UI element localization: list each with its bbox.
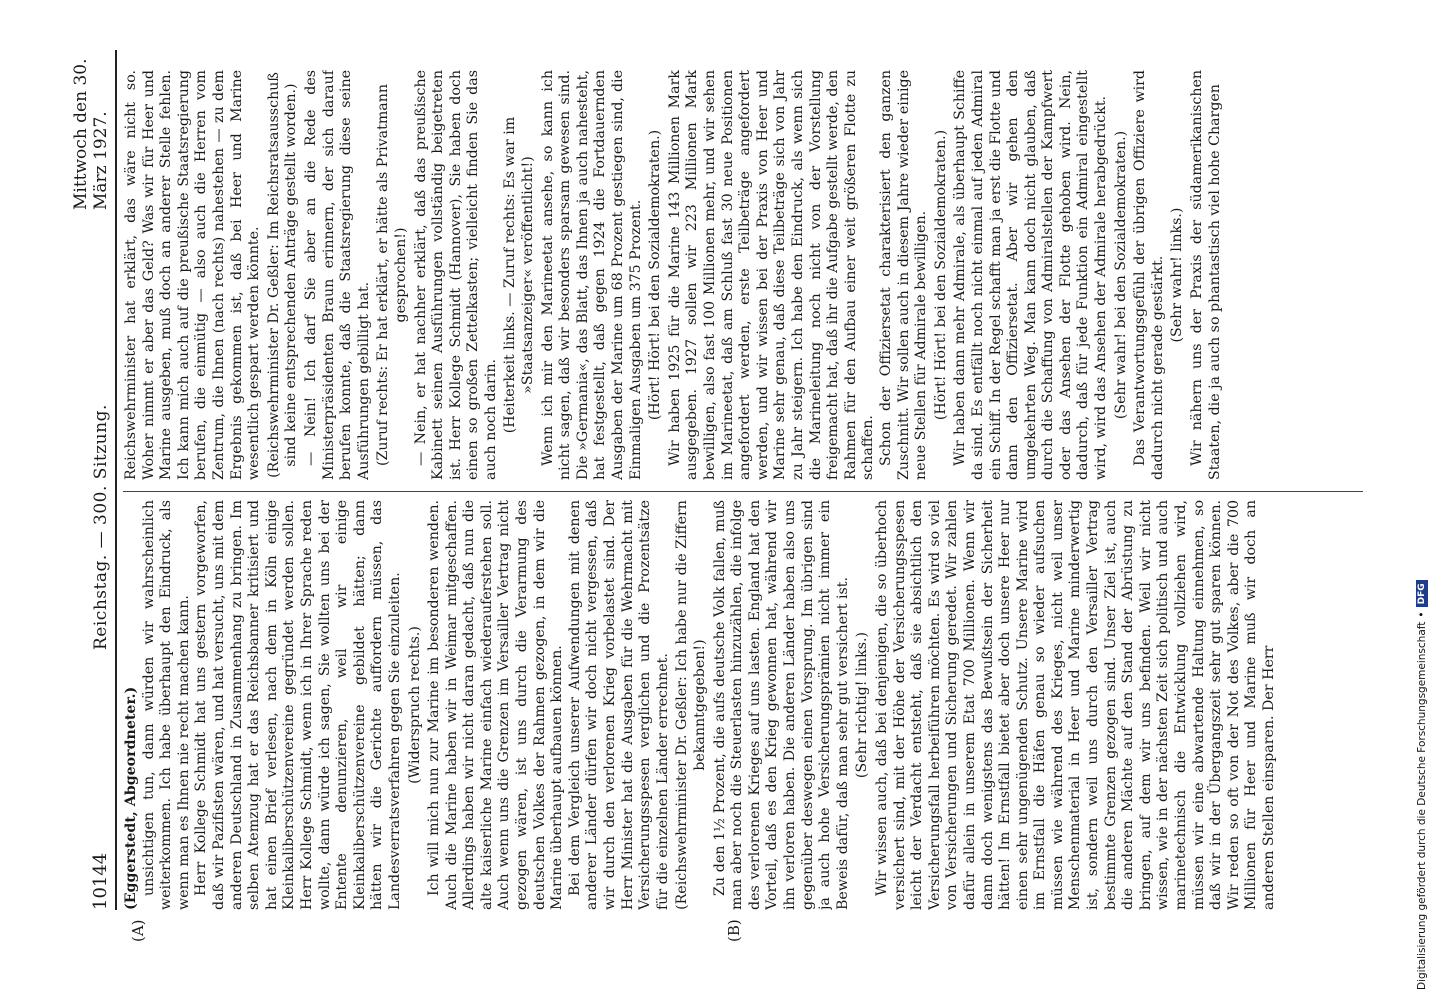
margin-mark-a: (A) — [129, 919, 147, 942]
paragraph: Zu den 1½ Prozent, die aufs deutsche Volk fallen, muß man aber noch die Steuerlasten hinzuzählen, die infolge des verlorenen Krieges auf uns lasten. England hat den Vorteil, daß es den Krieg gewonnen hat, während wir ihn verloren haben. Die anderen Länder haben also uns gegenüber deswegen einen Vorsprung. Im übrigen sind ja auch hohe Versicherungsprämien nicht immer ein Beweis dafür, daß man sehr gut versichert ist. — [711, 500, 851, 910]
paragraph: Herr Kollege Schmidt hat uns gestern vorgeworfen, daß wir Pazifisten wären, und hat versucht, uns mit dem anderen Deutschland in Zusammenhang zu bringen. Im selben Atemzug hat er das Reichsbanner kritisiert und hat einen Brief verlesen, nach dem in Köln einige Kleinkaliberschützenvereine gegründet werden sollen. Herr Kollege Schmidt, wenn ich in Ihrer Sprache reden wollte, dann würde ich sagen, Sie wollten uns bei der Entente denunzieren, weil wir einige Kleinkaliberschützenvereine gebildet hätten; dann hätten wir die Gerichte auffordern müssen, das Landesverratsverfahren gegen Sie einzuleiten. — [193, 500, 403, 910]
rotated-sheet — [71, 40, 1405, 950]
interjection: (Reichswehrminister Dr. Geßler: Im Reichsratsausschuß sind keine entsprechenden Anträge gestellt worden.) — [265, 72, 300, 478]
interjection: (Zuruf rechts: Er hat erklärt, er hätte als Privatmann gesprochen!) — [375, 83, 409, 467]
digitization-credit: Digitalisierung gefördert durch die Deutsche Forschungsgemeinschaft • DFG — [1413, 10, 1431, 990]
interjection: (Heiterkeit links. — Zuruf rechts: Es war im »Staatsanzeiger« veröffentlicht!) — [502, 116, 537, 434]
paragraph: Bei dem Vergleich unserer Aufwendungen mit denen anderer Länder dürfen wir doch nicht vergessen, daß wir durch den verlorenen Krieg vorbelastet sind. Der Herr Minister hat die Ausgaben für die Wehrmacht mit Versicherungsspesen verglichen und die Prozentsätze für die einzelnen Länder errechnet. — [566, 500, 671, 910]
paragraph: Wir nähern uns der Praxis der südamerikanischen Staaten, die ja auch so phantastisch viel hohe Chargen — [1189, 70, 1223, 480]
paragraph: Schon der Offiziersetat charakterisiert den ganzen Zuschnitt. Wir sollen auch in diesem Jahre wieder einige neue Stellen für Admirale bewilligen. — [877, 70, 930, 480]
margin-mark-b: (B) — [725, 919, 743, 942]
dfg-logo: DFG — [1416, 580, 1428, 607]
column-divider — [123, 491, 1363, 492]
paragraph: Ich will mich nun zur Marine im besonderen wenden. Auch die Marine haben wir in Weimar mitgeschaffen. Allerdings haben wir nicht daran gedacht, daß nun die alte kaiserliche Marine einfach wiederauferstehen soll. Auch wenn uns die Grenzen im Versailler Vertrag nicht gezogen wären, ist uns durch die Verarmung des deutschen Volkes der Rahmen gezogen, in dem wir die Marine überhaupt aufbauen können. — [426, 500, 566, 910]
interjection: (Widerspruch rechts.) — [406, 626, 423, 784]
paragraph: Reichswehrminister hat erklärt, das wäre nicht so. Woher nimmt er aber das Geld? Was wir für Heer und Marine ausgeben, muß doch an anderer Stelle fehlen. Ich kann mich auch auf die preußische Staatsregierung berufen, die einmütig — also auch die Herren vom Zentrum, die Ihnen (nach rechts) nahestehen — zu dem Ergebnis gekommen ist, daß bei Heer und Marine wesentlich gespart werden könnte. — [123, 70, 263, 480]
page-number: 10144 — [90, 852, 111, 910]
speaker-label: (Eggerstedt, Abgeordneter.) — [123, 686, 139, 910]
interjection: (Sehr wahr! links.) — [1169, 207, 1186, 343]
interjection: (Hört! Hört! bei den Sozialdemokraten.) — [647, 129, 664, 421]
left-column — [123, 500, 1363, 910]
interjection: (Sehr richtig! links.) — [854, 631, 871, 779]
interjection: (Reichswehrminister Dr. Geßler: Ich habe nur die Ziffern bekanntgegeben!) — [674, 500, 708, 910]
paragraph: Wir haben dann mehr Admirale, als überhaupt Schiffe da sind. Es entfällt noch nicht einmal auf jeden Admiral ein Schiff. In der Regel schafft man ja erst die Flotte und dann den Offiziersetat. Aber wir gehen den umgekehrten Weg. Man kann doch nicht glauben, daß durch die Schaffung von Admiralstellen der Kampfwert oder das Ansehen der Flotte gehoben wird. Nein, dadurch, daß für jede Funktion ein Admiral eingestellt wird, wird das Ansehen der Admirale herabgedrückt. — [952, 70, 1110, 480]
paragraph: Das Verantwortungsgefühl der übrigen Offiziere wird dadurch nicht gerade gestärkt. — [1132, 70, 1166, 480]
paragraph: — Nein! Ich darf Sie aber an die Rede des Ministerpräsidenten Braun erinnern, der sich darauf berufen konnte, daß die Staatsregierung diese seine Ausführungen gebilligt hat. — [302, 70, 372, 480]
paragraph: Wir haben 1925 für die Marine 143 Millionen Mark ausgegeben. 1927 sollen wir 223 Millionen Mark bewilligen, also fast 100 Millionen mehr, und wir sehen im Marineetat, daß am Schluß fast 30 neue Positionen angefordert werden, erste Teilbeträge angefordert werden, und wir wissen bei der Praxis von Heer und Marine sehr genau, daß diese Teilbeträge sich von Jahr zu Jahr steigern. Ich habe den Eindruck, als wenn sich die Marineleitung noch nicht von der Vorstellung freigemacht hat, daß ihr die Aufgabe gestellt werde, den Rahmen für den Aufbau einer weit größeren Flotte zu schaffen. — [666, 70, 877, 480]
page-date: Mittwoch den 30. März 1927. — [71, 58, 111, 210]
header-rule — [115, 50, 117, 910]
interjection: (Sehr wahr! bei den Sozialdemokraten.) — [1112, 130, 1129, 420]
paragraph: Wenn ich mir den Marineetat ansehe, so kann ich nicht sagen, daß wir besonders sparsam gewesen sind. Die »Germania«, das Blatt, das Ihnen ja auch nahesteht, hat festgestellt, daß gegen 1924 die Fortdauernden Ausgaben der Marine um 68 Prozent gestiegen sind, die Einmaligen Ausgaben um 375 Prozent. — [539, 70, 644, 480]
page-header — [71, 50, 113, 910]
paragraph: Wir wissen auch, daß bei denjenigen, die so überhoch versichert sind, mit der Höhe der Versicherungsspesen leicht der Verdacht entsteht, daß sie absichtlich den Versicherungsfall herbeiführen möchten. Es wird so viel von Versicherungen und Sicherung geredet. Wir zahlen dafür allein in unserem Etat 700 Millionen. Wenn wir dann doch wenigstens das Bewußtsein der Sicherheit hätten! Im Ernstfall bietet aber doch unsere Heer nur einen sehr ungenügenden Schutz. Unsere Marine wird im Ernstfall die Häfen genau so wieder aufsuchen müssen wie während des Krieges, nicht weil unser Menschenmaterial in Heer und Marine minderwertig ist, sondern weil uns durch den Versailler Vertrag bestimmte Grenzen gezogen sind. Unser Ziel ist, auch die anderen Mächte auf den Stand der Abrüstung zu bringen, auf dem wir uns befinden. Weil wir nicht wissen, wie in der nächsten Zeit sich politisch und auch marinetechnisch die Entwicklung vollziehen wird, müssen wir eine abwartende Haltung einnehmen, so daß wir in der Übergangszeit sehr gut sparen können. Wir reden so oft von der Not des Volkes, aber die 700 Millionen für Heer und Marine muß wir doch an anderen Stellen einsparen. Der Herr — [873, 500, 1277, 910]
right-column — [123, 70, 1363, 480]
credit-text: Digitalisierung gefördert durch die Deutsche Forschungsgemeinschaft — [1416, 621, 1428, 990]
paragraph: — Nein, er hat nachher erklärt, daß das preußische Kabinett seinen Ausführungen vollständig beigetreten ist. Herr Kollege Schmidt (Hannover), Sie haben doch einen so großen Zettelkasten; vielleicht finden Sie das auch noch darin. — [412, 70, 499, 480]
page-title: Reichstag. — 300. Sitzung. — [91, 404, 111, 650]
interjection: (Hört! Hört! bei den Sozialdemokraten.) — [932, 129, 949, 421]
paragraph: unsichtigen tun, dann würden wir wahrscheinlich weiterkommen. Ich habe überhaupt den Eindruck, als wenn man es Ihnen nie recht machen kann. — [140, 500, 192, 910]
